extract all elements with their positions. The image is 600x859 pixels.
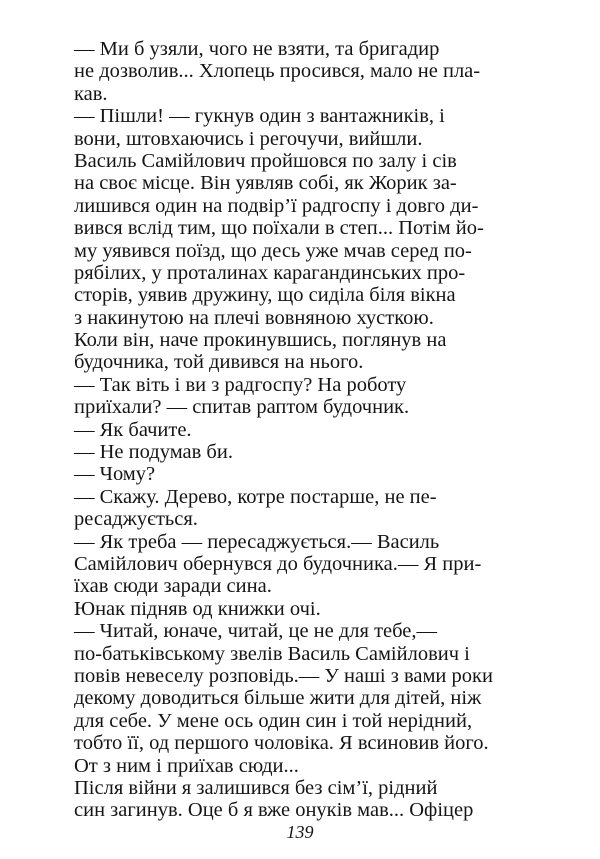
text-line: повів невеселу розповідь.— У наші з вами роки	[74, 664, 493, 687]
text-line: по-батьківському звелів Василь Самійлович і	[74, 642, 470, 665]
text-line: для себе. У мене ось один син і той нерідний,	[74, 709, 473, 732]
text-line: вився вслід тим, що поїхали в степ... Потім йо-	[74, 217, 484, 240]
text-line: будочника, той дивився на нього.	[74, 351, 364, 374]
text-line: не дозволив... Хлопець просився, мало не пла-	[74, 60, 481, 83]
text-line: — Скажу. Дерево, котре постарше, не пе-	[74, 485, 437, 508]
text-line: приїхали? — спитав раптом будочник.	[74, 396, 410, 419]
text-line: Юнак підняв од книжки очі.	[74, 597, 321, 620]
text-line: тобто її, од першого чоловіка. Я всиновив його.	[74, 732, 489, 755]
text-line: — Пішли! — гукнув один з вантажників, і	[74, 105, 445, 128]
text-line: — Читай, юначе, читай, це не для тебе,—	[74, 620, 438, 643]
body-text	[74, 38, 534, 822]
text-line: син загинув. Оце б я вже онуків мав... Офіцер	[74, 799, 474, 822]
text-line: — Як треба — пересаджується.— Василь	[74, 530, 440, 553]
text-line: Самійлович обернувся до будочника.— Я при-	[74, 552, 482, 575]
text-line: лишився один на подвір’ї радгоспу і довго ди-	[74, 194, 479, 217]
text-line: з накинутою на плечі вовняною хусткою.	[74, 306, 434, 329]
text-line: декому доводиться більше жити для дітей, ніж	[74, 687, 482, 710]
text-line: сторів, уявив дружину, що сиділа біля вікна	[74, 284, 456, 307]
page-number: 139	[286, 822, 314, 842]
text-line: — Так віть і ви з радгоспу? На роботу	[74, 373, 407, 396]
text-line: — Як бачите.	[74, 418, 192, 441]
text-line: — Чому?	[74, 463, 156, 486]
text-line: Василь Самійлович пройшовся по залу і сів	[74, 149, 457, 172]
text-line: вони, штовхаючись і регочучи, вийшли.	[74, 127, 423, 150]
text-line: ресаджується.	[74, 508, 198, 531]
text-line: рябілих, у проталинах карагандинських про-	[74, 261, 466, 284]
text-line: Коли він, наче прокинувшись, поглянув на	[74, 329, 447, 352]
text-line: От з ним і приїхав сюди...	[74, 754, 299, 777]
text-line: му уявився поїзд, що десь уже мчав серед по-	[74, 239, 472, 262]
text-line: кав.	[74, 82, 108, 105]
text-line: — Не подумав би.	[74, 441, 233, 464]
text-line: Після війни я залишився без сім’ї, рідний	[74, 776, 438, 799]
text-line: на своє місце. Він уявляв собі, як Жорик за-	[74, 172, 457, 195]
text-line: їхав сюди заради сина.	[74, 575, 272, 598]
text-line: — Ми б узяли, чого не взяти, та бригадир	[74, 38, 440, 60]
